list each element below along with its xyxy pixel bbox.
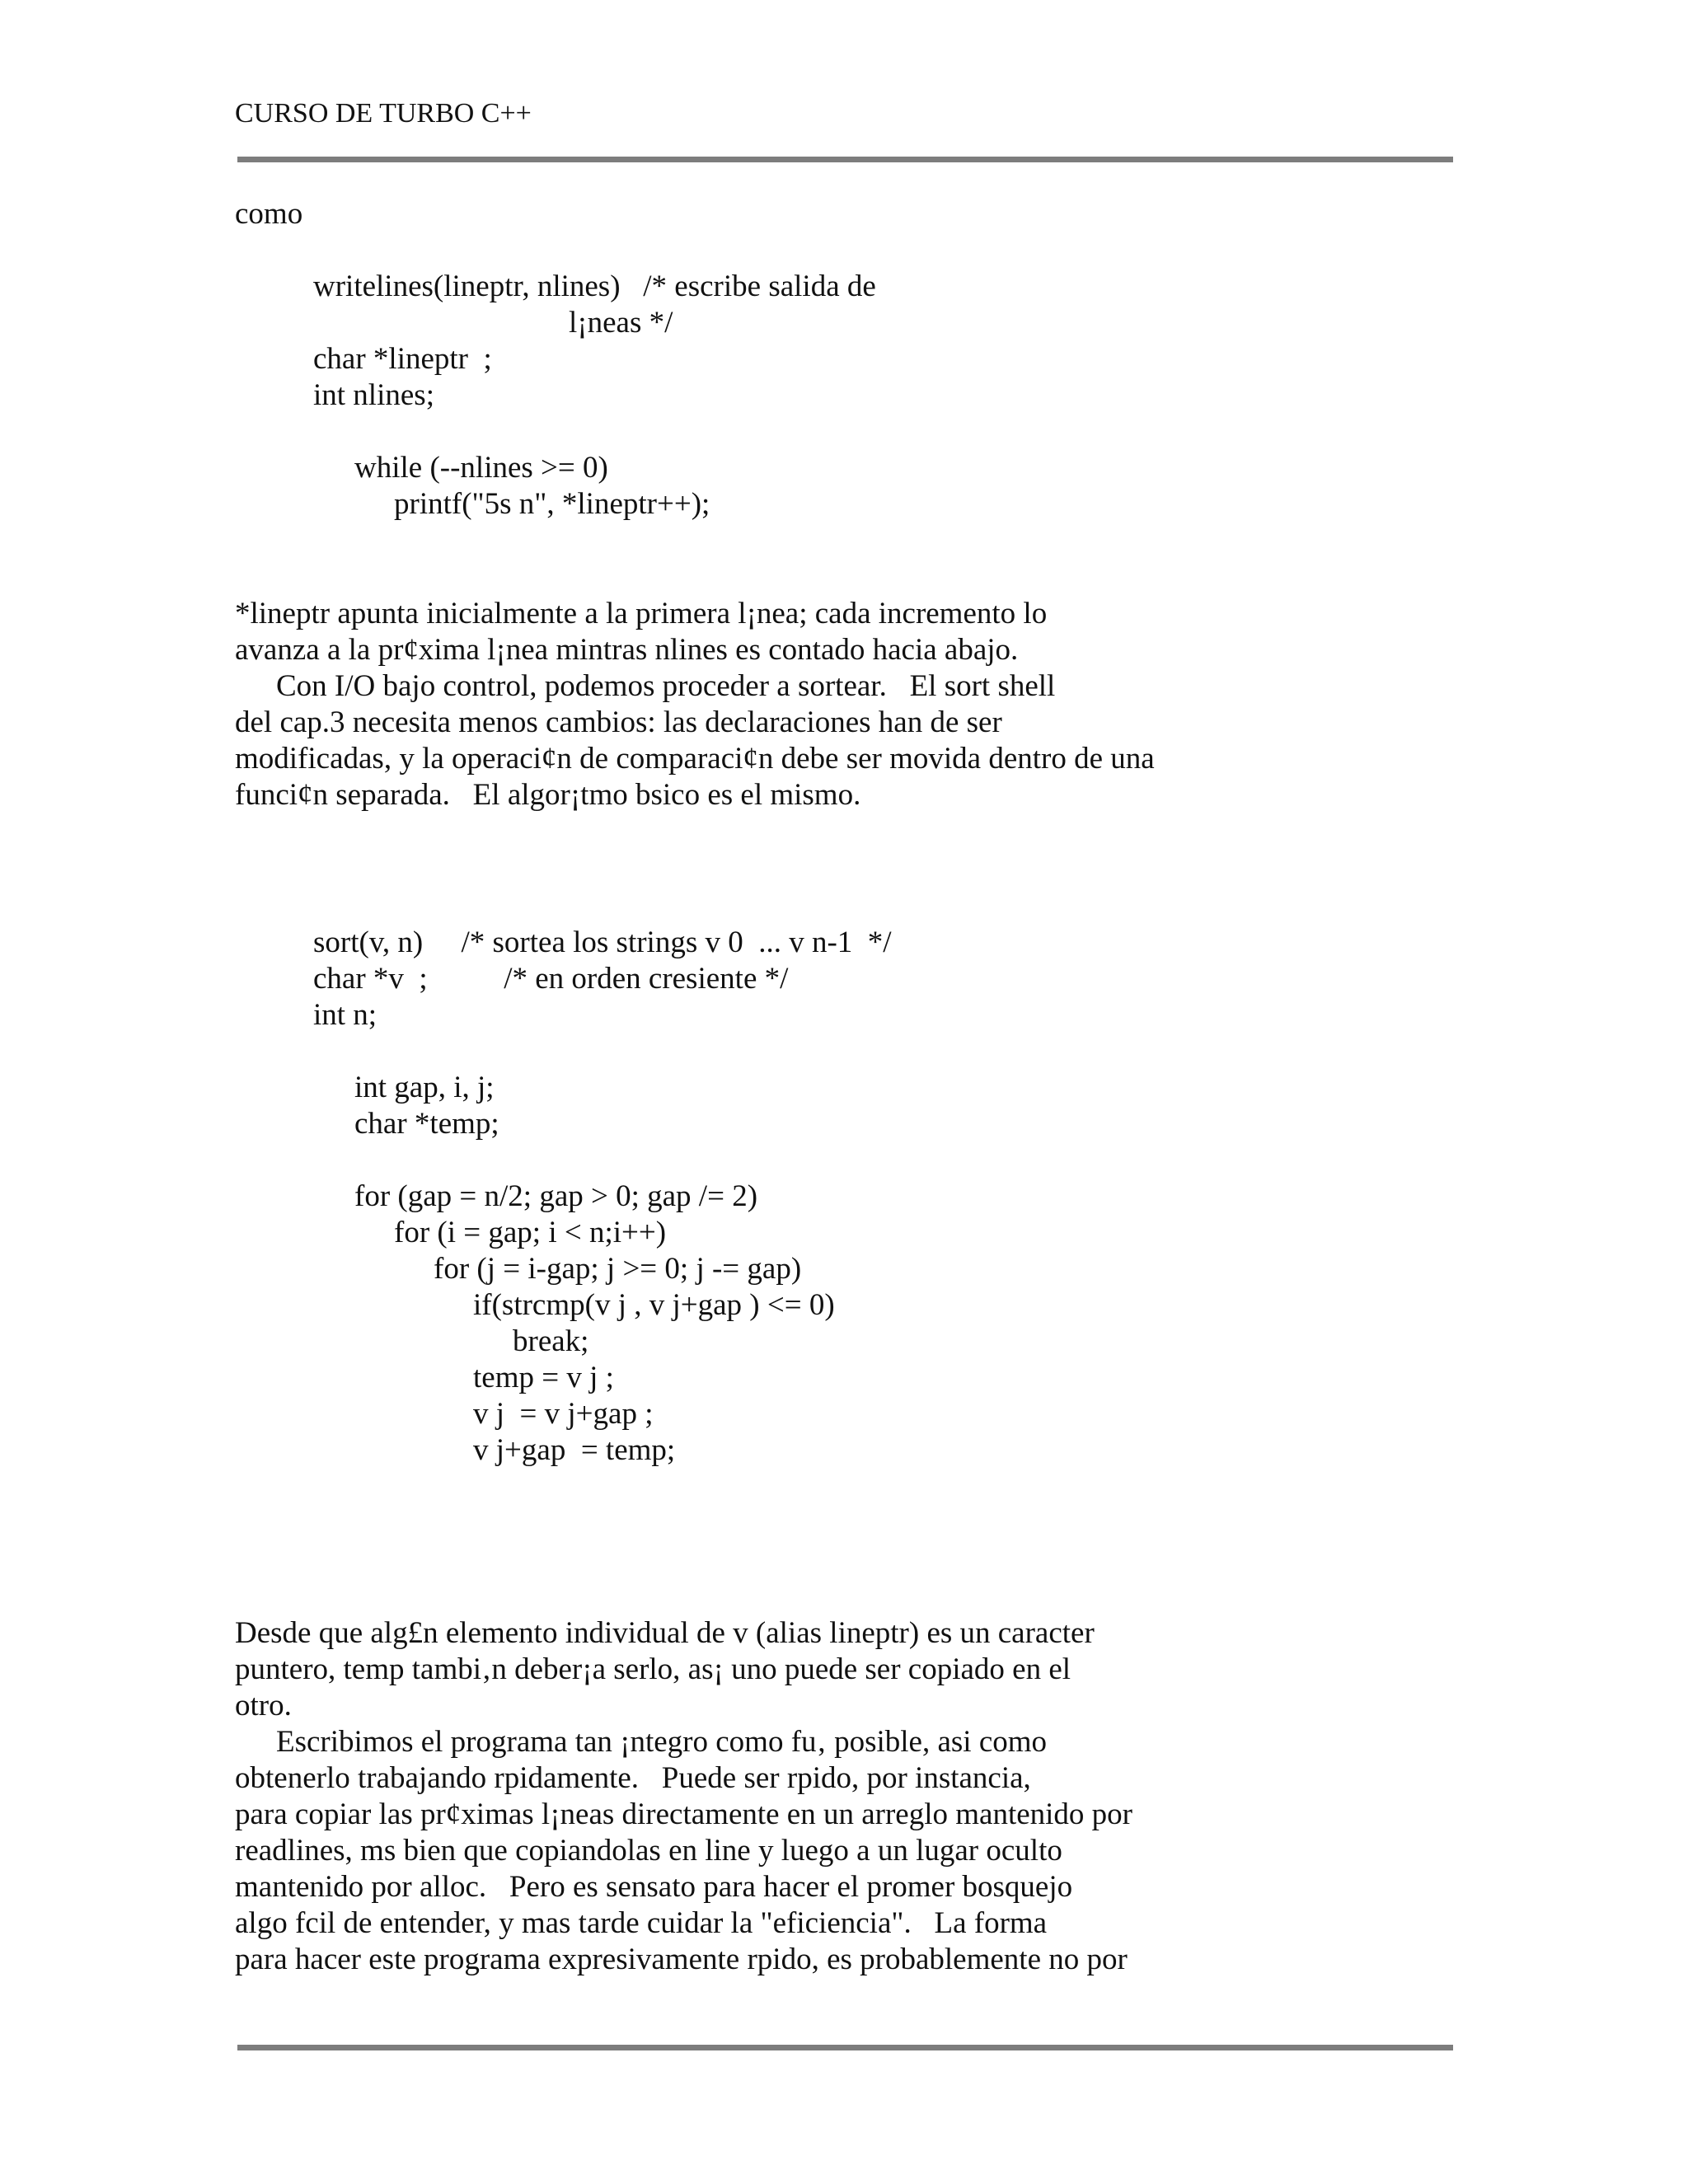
paragraph-line: avanza a la pr¢xima l¡nea mintras nlines es contado hacia abajo. xyxy=(235,633,1019,667)
paragraph-line: Escribimos el programa tan ¡ntegro como fu‚ posible, asi como xyxy=(276,1725,1048,1759)
paragraph-line: algo fcil de entender, y mas tarde cuidar la "eficiencia". La forma xyxy=(235,1906,1048,1940)
code-line: for (j = i-gap; j >= 0; j -= gap) xyxy=(434,1252,802,1286)
code-line: v j = v j+gap ; xyxy=(473,1397,654,1431)
paragraph-line: puntero, temp tambi‚n deber¡a serlo, as¡ uno puede ser copiado en el xyxy=(235,1652,1071,1686)
paragraph-line: para hacer este programa expresivamente rpido, es probablemente no por xyxy=(235,1943,1128,1976)
code-line: char *temp; xyxy=(354,1107,499,1141)
code-line: writelines(lineptr, nlines) /* escribe salida de xyxy=(313,269,876,303)
paragraph-line: funci¢n separada. El algor¡tmo bsico es el mismo. xyxy=(235,778,861,812)
page-header-title: CURSO DE TURBO C++ xyxy=(235,98,532,129)
paragraph-line: readlines, ms bien que copiandolas en line y luego a un lugar oculto xyxy=(235,1834,1062,1868)
code-line: int gap, i, j; xyxy=(354,1071,495,1104)
paragraph-line: para copiar las pr¢ximas l¡neas directamente en un arreglo mantenido por xyxy=(235,1797,1133,1831)
paragraph-line: Desde que alg£n elemento individual de v (alias lineptr) es un caracter xyxy=(235,1616,1095,1650)
header-rule xyxy=(237,157,1453,162)
code-line: v j+gap = temp; xyxy=(473,1433,676,1467)
footer-rule xyxy=(237,2045,1453,2050)
paragraph-line: obtenerlo trabajando rpidamente. Puede ser rpido, por instancia, xyxy=(235,1761,1031,1795)
paragraph-line: del cap.3 necesita menos cambios: las declaraciones han de ser xyxy=(235,705,1002,739)
code-line: printf("5s n", *lineptr++); xyxy=(394,487,710,521)
paragraph-line: *lineptr apunta inicialmente a la primera l¡nea; cada incremento lo xyxy=(235,597,1048,630)
code-line: temp = v j ; xyxy=(473,1361,614,1394)
code-line: int nlines; xyxy=(313,378,434,412)
code-line: l¡neas */ xyxy=(569,306,673,340)
paragraph-line: mantenido por alloc. Pero es sensato para hacer el promer bosquejo xyxy=(235,1870,1073,1904)
paragraph-line: modificadas, y la operaci¢n de comparaci¢n debe ser movida dentro de una xyxy=(235,742,1155,776)
code-line: for (i = gap; i < n;i++) xyxy=(394,1216,667,1249)
code-line: for (gap = n/2; gap > 0; gap /= 2) xyxy=(354,1179,758,1213)
code-line: char *lineptr ; xyxy=(313,342,492,376)
code-line: if(strcmp(v j , v j+gap ) <= 0) xyxy=(473,1288,835,1322)
code-line: char *v ; /* en orden cresiente */ xyxy=(313,962,789,996)
paragraph-line: otro. xyxy=(235,1689,292,1722)
code-line: int n; xyxy=(313,998,377,1032)
code-line: while (--nlines >= 0) xyxy=(354,451,608,485)
code-line: break; xyxy=(513,1324,589,1358)
code-line: sort(v, n) /* sortea los strings v 0 ... v n-1 */ xyxy=(313,926,892,959)
text-line: como xyxy=(235,197,303,231)
paragraph-line: Con I/O bajo control, podemos proceder a sortear. El sort shell xyxy=(276,669,1056,703)
